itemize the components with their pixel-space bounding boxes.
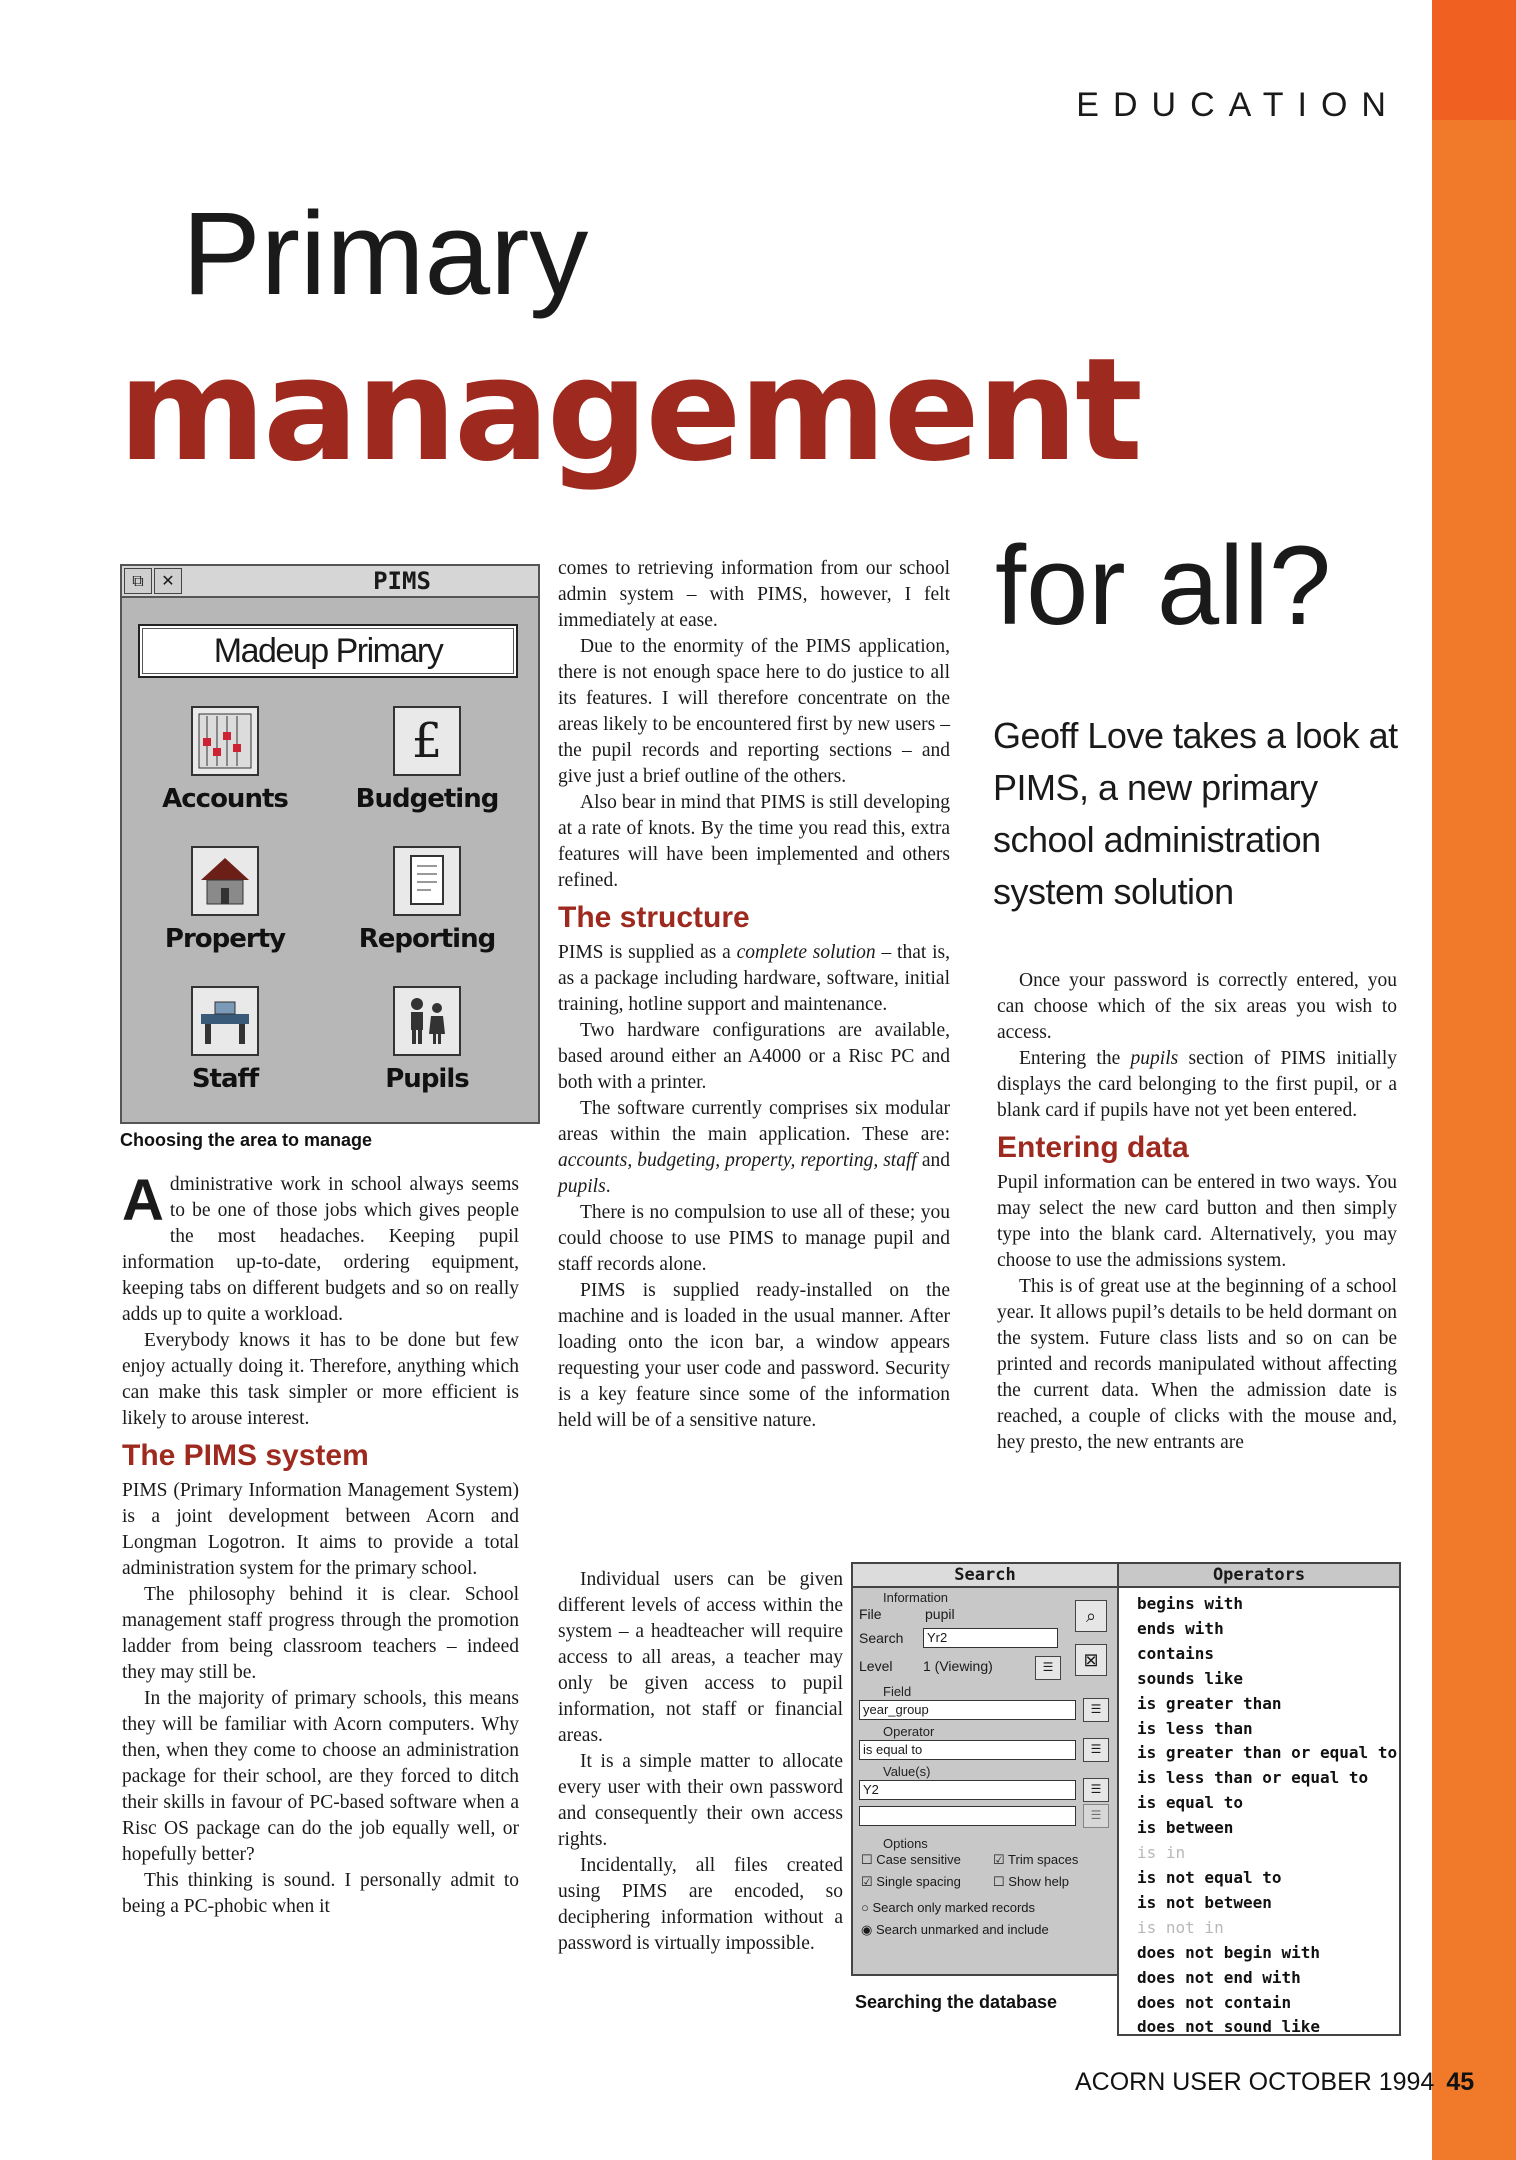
operators-menu	[1117, 1562, 1401, 2036]
operator-menu-item[interactable]: does not end with	[1137, 1967, 1301, 1987]
column-2-lower	[558, 1567, 843, 1957]
value1-field[interactable]: Y2	[859, 1780, 1076, 1800]
drop-cap: A	[122, 1168, 164, 1233]
paragraph: In the majority of primary schools, this means they will be familiar with Acorn computers. Why then, when they come to choose an administration package for their school, are they forced to ditch their skills in favour of PC-based software when a Risc OS package can do the job equally well, or hopefully better?	[122, 1688, 519, 1865]
figure2-caption: Searching the database	[855, 1992, 1058, 2012]
page-footer	[1075, 2068, 1474, 2097]
house-icon	[191, 846, 259, 916]
operator-menu-item[interactable]: does not contain	[1137, 1992, 1292, 2012]
paragraph: The philosophy behind it is clear. School management staff progress through the promotion ladder from being classroom teachers – indeed they may still be.	[122, 1584, 519, 1683]
operator-menu-item[interactable]: does not begin with	[1137, 1942, 1321, 1962]
paragraph: Two hardware configurations are available, based around either an A4000 or a Risc PC and both with a printer.	[558, 1020, 950, 1093]
standfirst: Geoff Love takes a look at PIMS, a new primary school administration system solution	[993, 715, 1398, 912]
pound-icon: £	[393, 706, 461, 776]
back-icon: ⧉	[124, 568, 152, 594]
operator-menu-item[interactable]: is less than	[1137, 1718, 1253, 1738]
tile-label: Staff	[191, 1064, 259, 1094]
tile-label: Accounts	[162, 784, 288, 814]
paragraph: comes to retrieving information from our school admin system – with PIMS, however, I felt immediately at ease.	[558, 558, 950, 631]
headline-line1: Primary	[182, 188, 589, 320]
paragraph: The software currently comprises six modular areas within the main application. These are: accounts, budgeting, property, reporting, staff and pupils.	[558, 1098, 950, 1197]
headline-line3: for all?	[995, 523, 1332, 648]
paragraph: There is no compulsion to use all of these; you could choose to use PIMS to manage pupil and staff records alone.	[558, 1202, 950, 1275]
figure1-caption: Choosing the area to manage	[120, 1130, 373, 1150]
paragraph: Incidentally, all files created using PIMS are encoded, so deciphering information without a password is virtually impossible.	[558, 1855, 843, 1954]
operator-menu-item[interactable]: begins with	[1137, 1594, 1243, 1613]
paragraph: Once your password is correctly entered, you can choose which of the six areas you wish to access.	[997, 970, 1397, 1043]
search-value-field[interactable]: Yr2	[923, 1628, 1058, 1648]
page-number: 45	[1446, 2068, 1475, 2096]
tile-label: Property	[164, 924, 286, 954]
field-value-field[interactable]: year_group	[859, 1700, 1076, 1720]
cancel-search-icon[interactable]: ⊠	[1075, 1644, 1107, 1676]
orange-edge-bar	[1432, 0, 1516, 2160]
search-unmarked-radio[interactable]: ◉ Search unmarked and include	[861, 1922, 1049, 1937]
paragraph: PIMS (Primary Information Management System) is a joint development between Acorn and Longman Logotron. It aims to provide a total administration system for the primary school.	[122, 1480, 519, 1579]
operator-menu-item[interactable]: sounds like	[1137, 1668, 1243, 1688]
paragraph: Individual users can be given different levels of access within the system – a headteacher will require access to all areas, a teacher may only be given access to pupil information, not staff or financial areas.	[558, 1569, 843, 1746]
value1-menu-button[interactable]: ☰	[1083, 1778, 1109, 1802]
paragraph: Pupil information can be entered in two ways. You may select the new card button and then simply type into the blank card. Alternatively, you may choose to use the admissions system.	[997, 1172, 1397, 1271]
subhead-entering-data: Entering data	[997, 1131, 1189, 1164]
paragraph: Also bear in mind that PIMS is still developing at a rate of knots. By the time you read this, extra features will have been implemented and others refined.	[558, 792, 950, 891]
operator-value-field[interactable]: is equal to	[859, 1740, 1076, 1760]
paragraph: Due to the enormity of the PIMS application, there is not enough space here to do justice to all its features. I will therefore concentrate on the areas likely to be encountered first by new users – the pupil records and reporting sections – and give just a brief outline of the others.	[558, 636, 950, 787]
tile-reporting	[332, 846, 522, 954]
tile-budgeting	[332, 706, 522, 814]
column-1	[122, 1168, 519, 1920]
operator-menu-item[interactable]: contains	[1137, 1643, 1215, 1663]
abacus-icon	[191, 706, 259, 776]
tile-staff	[130, 986, 320, 1094]
paragraph: Entering the pupils section of PIMS initially displays the card belonging to the first pupil, or a blank card if pupils have not yet been entered.	[997, 1048, 1397, 1121]
operator-menu-item[interactable]: is equal to	[1137, 1793, 1243, 1813]
operator-menu-item[interactable]: does not sound like	[1137, 2017, 1321, 2037]
paragraph: PIMS is supplied ready-installed on the machine and is loaded in the usual manner. After loading onto the icon bar, a window appears requesting your user code and password. Security is a key feature since some of the information held will be of a sensitive nature.	[558, 1280, 950, 1431]
paragraph: Everybody knows it has to be done but few enjoy actually doing it. Therefore, anything which can make this task simpler or more efficient is likely to arouse interest.	[122, 1330, 519, 1429]
operators-title: Operators	[1119, 1564, 1399, 1588]
search-title: Search	[853, 1564, 1117, 1588]
pims-window	[120, 564, 540, 1124]
level-label: Level	[859, 1658, 893, 1674]
window-titlebar	[122, 566, 538, 598]
operator-menu-item[interactable]: ends with	[1137, 1618, 1224, 1638]
paragraph: This is of great use at the beginning of a school year. It allows pupil’s details to be held dormant on the system. Future class lists and so on can be printed and records manipulated without affecting the current data. When the admission date is reached, a couple of clicks with the mouse and, hey presto, the new entrants are	[997, 1276, 1397, 1453]
search-label: Search	[859, 1630, 904, 1646]
value2-menu-button[interactable]: ☰	[1083, 1804, 1109, 1828]
level-menu-button[interactable]: ☰	[1035, 1656, 1061, 1680]
tile-label: Budgeting	[355, 784, 499, 814]
operator-menu-item[interactable]: is greater than or equal to	[1137, 1743, 1398, 1763]
level-value: 1 (Viewing)	[923, 1658, 993, 1674]
report-icon	[393, 846, 461, 916]
school-name: Madeup Primary	[138, 624, 518, 678]
column-3	[997, 968, 1397, 1456]
trim-spaces-option[interactable]: ☑ Trim spaces	[993, 1852, 1079, 1867]
search-window	[851, 1562, 1119, 1976]
information-label: Information	[883, 1590, 949, 1605]
operator-menu-item[interactable]: is greater than	[1137, 1693, 1282, 1713]
desk-icon	[191, 986, 259, 1056]
file-value: pupil	[925, 1606, 955, 1622]
search-marked-radio[interactable]: ○ Search only marked records	[861, 1900, 1036, 1915]
subhead-structure: The structure	[558, 901, 750, 934]
tile-accounts	[130, 706, 320, 814]
operator-menu-item[interactable]: is between	[1137, 1818, 1234, 1838]
case-sensitive-option[interactable]: ☐ Case sensitive	[861, 1852, 961, 1867]
section-tag: EDUCATION	[1076, 86, 1400, 124]
tile-label: Pupils	[385, 1064, 469, 1094]
value2-field[interactable]	[859, 1806, 1076, 1826]
file-label: File	[859, 1606, 882, 1622]
window-title: PIMS	[373, 567, 431, 595]
paragraph: It is a simple matter to allocate every user with their own password and consequently their own access rights.	[558, 1751, 843, 1850]
field-label: Field	[883, 1684, 912, 1699]
people-icon	[393, 986, 461, 1056]
options-label: Options	[883, 1836, 928, 1851]
values-label: Value(s)	[883, 1764, 931, 1779]
operator-menu-item[interactable]: is not between	[1137, 1892, 1272, 1912]
paragraph: PIMS is supplied as a complete solution – that is, as a package including hardware, software, initial training, hotline support and maintenance.	[558, 942, 950, 1015]
subhead-pims-system: The PIMS system	[122, 1439, 369, 1472]
search-magnifier-icon[interactable]: ⌕	[1075, 1600, 1107, 1632]
operator-menu-item[interactable]: is less than or equal to	[1137, 1768, 1369, 1788]
show-help-option[interactable]: ☐ Show help	[993, 1874, 1069, 1889]
column-2	[558, 556, 950, 1434]
operator-menu-item[interactable]: is in	[1137, 1843, 1186, 1863]
operators-list	[1119, 1588, 1399, 2040]
intro-paragraph: Administrative work in school always seems to be one of those jobs which gives people the most headaches. Keeping pupil information up-to-date, ordering equipment, keeping tabs on different budgets and so on really adds up to quite a workload.	[122, 1168, 519, 1325]
tile-pupils	[332, 986, 522, 1094]
operator-menu-item[interactable]: is not equal to	[1137, 1867, 1282, 1887]
operator-label: Operator	[883, 1724, 935, 1739]
close-icon: ✕	[154, 568, 182, 594]
tile-label: Reporting	[358, 924, 496, 954]
operator-menu-button[interactable]: ☰	[1083, 1738, 1109, 1762]
paragraph: This thinking is sound. I personally admit to being a PC-phobic when it	[122, 1870, 519, 1917]
single-spacing-option[interactable]: ☑ Single spacing	[861, 1874, 961, 1889]
operator-menu-item[interactable]: is not in	[1137, 1917, 1224, 1937]
tile-property	[130, 846, 320, 954]
publication-line: ACORN USER OCTOBER 1994	[1075, 2068, 1435, 2096]
headline-line2: management	[118, 328, 1140, 493]
field-menu-button[interactable]: ☰	[1083, 1698, 1109, 1722]
